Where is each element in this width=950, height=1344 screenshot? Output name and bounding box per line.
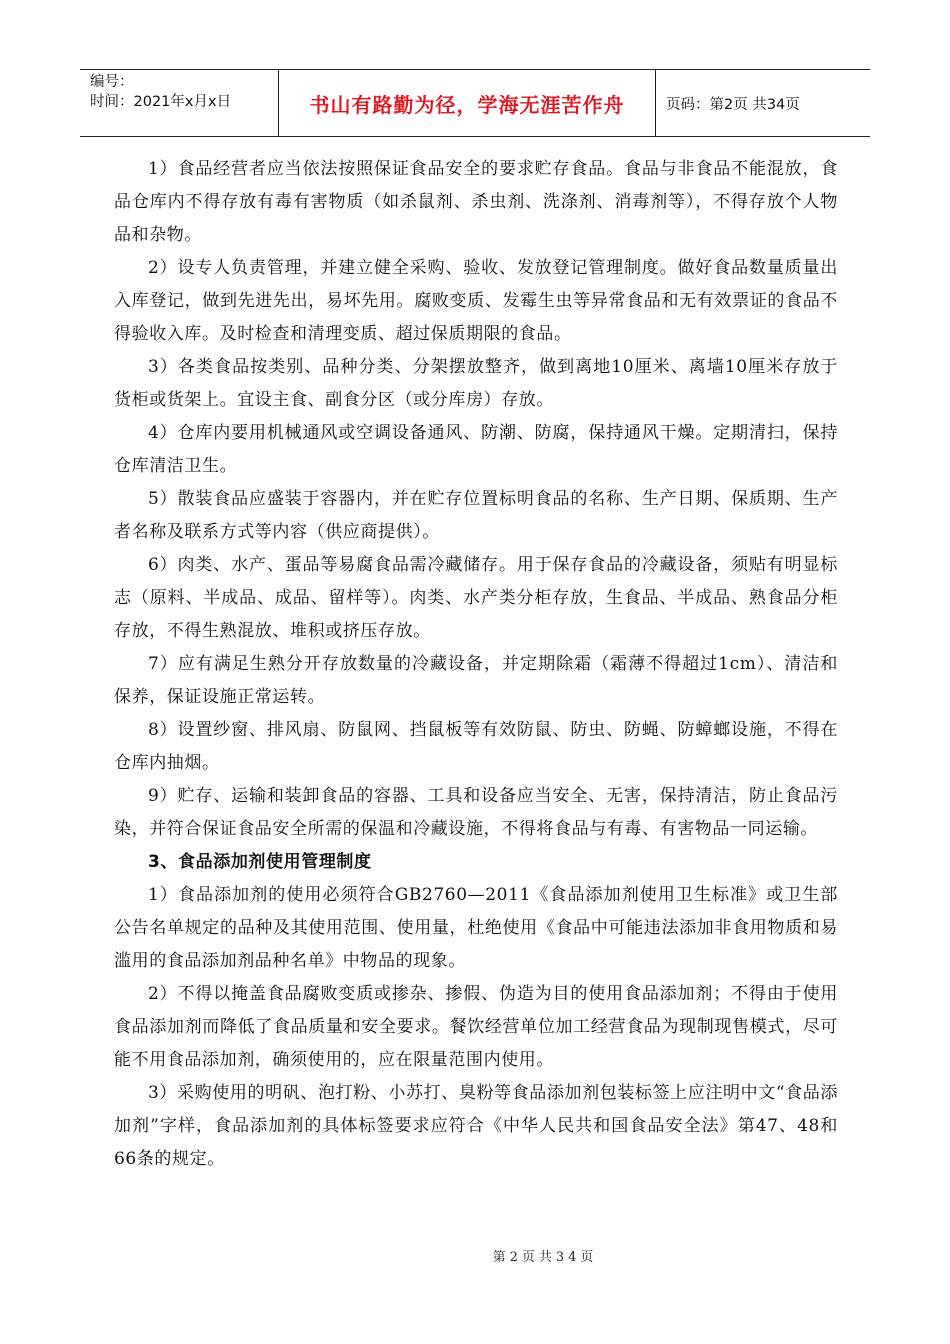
header-page-info: 页码：第2页 共34页	[666, 96, 800, 113]
header-meta	[80, 70, 279, 136]
paragraph: 5）散装食品应盛装于容器内，并在贮存位置标明食品的名称、生产日期、保质期、生产者名称及联系方式等内容（供应商提供）。	[114, 489, 838, 542]
page-footer: 第2页共34页	[492, 1250, 598, 1265]
paragraph: 1）食品添加剂的使用必须符合GB2760—2011《食品添加剂使用卫生标准》或卫生部公告名单规定的品种及其使用范围、使用量，杜绝使用《食品中可能违法添加非食用物质和易滥用的食品添加剂品种名单》中物品的现象。	[114, 885, 838, 971]
paragraph: 6）肉类、水产、蛋品等易腐食品需冷藏储存。用于保存食品的冷藏设备，须贴有明显标志（原料、半成品、成品、留样等）。肉类、水产类分柜存放，生食品、半成品、熟食品分柜存放，不得生熟混放、堆积或挤压存放。	[114, 555, 838, 641]
document-date: 时间：2021年x月x日	[90, 94, 232, 110]
header-motto: 书山有路勤为径，学海无涯苦作舟	[279, 70, 656, 136]
paragraph: 4）仓库内要用机械通风或空调设备通风、防潮、防腐，保持通风干燥。定期清扫，保持仓库清洁卫生。	[114, 423, 838, 476]
paragraph: 7）应有满足生熟分开存放数量的冷藏设备，并定期除霜（霜薄不得超过1cm）、清洁和保养，保证设施正常运转。	[114, 654, 838, 707]
document-body	[114, 153, 838, 1176]
paragraph: 3）各类食品按类别、品种分类、分架摆放整齐，做到离地10厘米、离墙10厘米存放于货柜或货架上。宜设主食、副食分区（或分库房）存放。	[114, 357, 838, 410]
paragraph: 8）设置纱窗、排风扇、防鼠网、挡鼠板等有效防鼠、防虫、防蝇、防蟑螂设施，不得在仓库内抽烟。	[114, 720, 838, 773]
paragraph: 3）采购使用的明矾、泡打粉、小苏打、臭粉等食品添加剂包装标签上应注明中文“食品添加剂”字样，食品添加剂的具体标签要求应符合《中华人民共和国食品安全法》第47、48和66条的规定。	[114, 1083, 838, 1169]
paragraph: 2）设专人负责管理，并建立健全采购、验收、发放登记管理制度。做好食品数量质量出入库登记，做到先进先出，易坏先用。腐败变质、发霉生虫等异常食品和无有效票证的食品不得验收入库。及时检查和清理变质、超过保质期限的食品。	[114, 258, 838, 344]
paragraph: 9）贮存、运输和装卸食品的容器、工具和设备应当安全、无害，保持清洁，防止食品污染，并符合保证食品安全所需的保温和冷藏设施，不得将食品与有毒、有害物品一同运输。	[114, 786, 838, 839]
page-header	[80, 69, 870, 137]
document-number-label: 编号：	[90, 74, 134, 90]
section-heading: 3、食品添加剂使用管理制度	[148, 852, 372, 872]
paragraph: 2）不得以掩盖食品腐败变质或掺杂、掺假、伪造为目的使用食品添加剂；不得由于使用食品添加剂而降低了食品质量和安全要求。餐饮经营单位加工经营食品为现制现售模式，尽可能不用食品添加剂，确须使用的，应在限量范围内使用。	[114, 984, 838, 1070]
paragraph: 1）食品经营者应当依法按照保证食品安全的要求贮存食品。食品与非食品不能混放，食品仓库内不得存放有毒有害物质（如杀鼠剂、杀虫剂、洗涤剂、消毒剂等），不得存放个人物品和杂物。	[114, 159, 838, 245]
